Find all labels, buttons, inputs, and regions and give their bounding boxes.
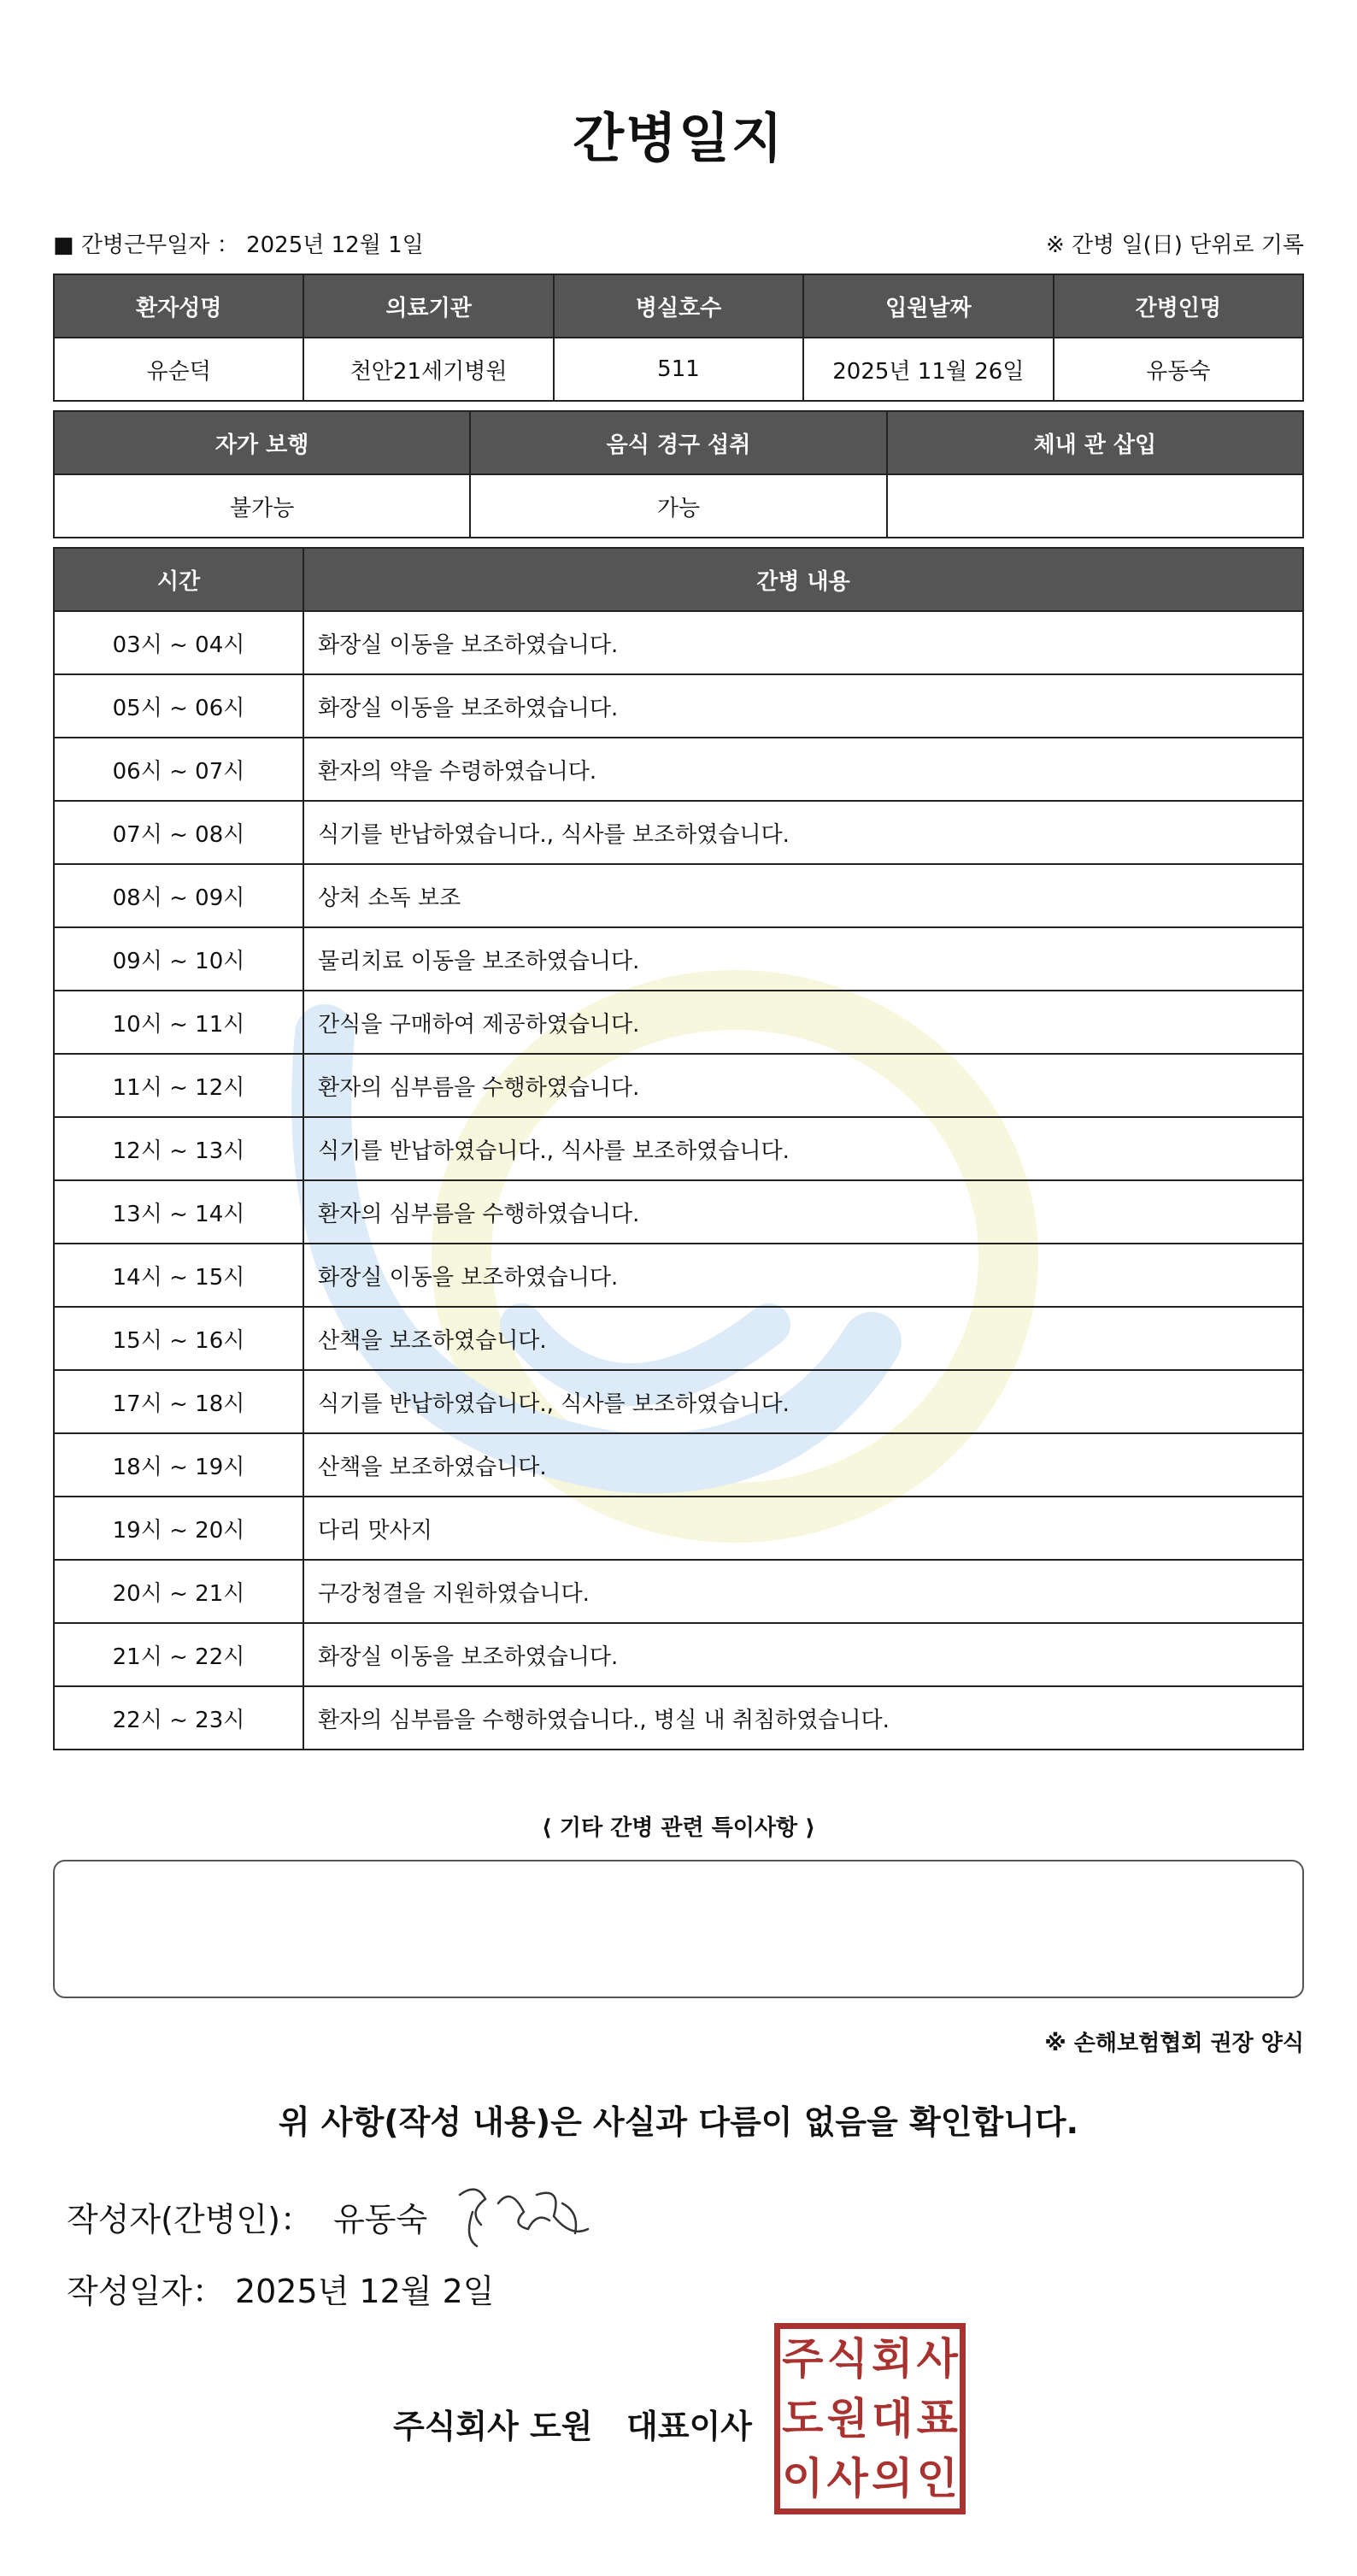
care-log-time: 09시 ~ 10시 — [54, 927, 303, 991]
care-log-time: 22시 ~ 23시 — [54, 1686, 303, 1750]
care-log-time: 11시 ~ 12시 — [54, 1054, 303, 1117]
company-representative: 주식회사 도원 대표이사 — [393, 2408, 752, 2445]
status-value-row — [54, 474, 1303, 538]
care-log-time: 13시 ~ 14시 — [54, 1180, 303, 1244]
admission-date: 2025년 11월 26일 — [803, 338, 1053, 401]
care-log-content: 간식을 구매하여 제공하였습니다. — [303, 991, 1303, 1054]
tube-insertion-status — [887, 474, 1303, 538]
header-time: 시간 — [54, 548, 303, 611]
care-log-time: 12시 ~ 13시 — [54, 1117, 303, 1180]
care-log-content: 환자의 심부름을 수행하였습니다., 병실 내 취침하였습니다. — [303, 1686, 1303, 1750]
header-admission-date: 입원날짜 — [803, 274, 1053, 338]
care-log-rows — [54, 611, 1303, 1750]
care-log-time: 18시 ~ 19시 — [54, 1433, 303, 1497]
care-log-content: 화장실 이동을 보조하였습니다. — [303, 1623, 1303, 1686]
care-log-row — [54, 1623, 1303, 1686]
care-log-content: 환자의 심부름을 수행하였습니다. — [303, 1180, 1303, 1244]
seal-character: 회 — [872, 2334, 913, 2384]
seal-character: 인 — [916, 2454, 958, 2503]
writer-label: 작성자(간병인)： — [67, 2201, 313, 2238]
care-log-row — [54, 1560, 1303, 1623]
header-caregiver: 간병인명 — [1054, 274, 1303, 338]
seal-character: 사 — [916, 2334, 958, 2384]
seal-character: 주 — [782, 2334, 824, 2384]
writer-name: 유동숙 — [333, 2201, 428, 2238]
oral-intake-status: 가능 — [470, 474, 886, 538]
care-log-row — [54, 1686, 1303, 1750]
work-date-line — [53, 227, 424, 259]
care-log-row — [54, 611, 1303, 674]
care-log-header-row — [54, 548, 1303, 611]
care-log-table — [53, 547, 1304, 1750]
care-log-time: 19시 ~ 20시 — [54, 1497, 303, 1560]
care-log-row — [54, 991, 1303, 1054]
care-log-content: 구강청결을 지원하였습니다. — [303, 1560, 1303, 1623]
care-log-row — [54, 1370, 1303, 1433]
care-log-time: 10시 ~ 11시 — [54, 991, 303, 1054]
care-log-time: 06시 ~ 07시 — [54, 738, 303, 801]
seal-character: 사 — [826, 2454, 868, 2503]
care-log-time: 21시 ~ 22시 — [54, 1623, 303, 1686]
care-log-time: 05시 ~ 06시 — [54, 674, 303, 738]
writer-line — [67, 2193, 427, 2240]
care-log-time: 15시 ~ 16시 — [54, 1307, 303, 1370]
care-log-row — [54, 1117, 1303, 1180]
header-hospital: 의료기관 — [303, 274, 553, 338]
write-date-value: 2025년 12월 2일 — [234, 2273, 495, 2310]
care-log-row — [54, 1244, 1303, 1307]
care-log-row — [54, 1497, 1303, 1560]
care-log-content: 화장실 이동을 보조하였습니다. — [303, 611, 1303, 674]
care-log-row — [54, 1307, 1303, 1370]
header-patient-name: 환자성명 — [54, 274, 303, 338]
care-log-content: 식기를 반납하였습니다., 식사를 보조하였습니다. — [303, 1117, 1303, 1180]
care-log-row — [54, 1433, 1303, 1497]
care-log-content: 상처 소독 보조 — [303, 864, 1303, 927]
handwritten-signature — [451, 2178, 596, 2255]
care-log-content: 산책을 보조하였습니다. — [303, 1307, 1303, 1370]
header-tube-insertion: 체내 관 삽입 — [887, 411, 1303, 474]
seal-character: 이 — [782, 2454, 824, 2503]
care-log-time: 14시 ~ 15시 — [54, 1244, 303, 1307]
seal-character: 원 — [826, 2394, 868, 2444]
care-log-content: 식기를 반납하였습니다., 식사를 보조하였습니다. — [303, 1370, 1303, 1433]
care-log-content: 환자의 약을 수령하였습니다. — [303, 738, 1303, 801]
company-seal-stamp — [774, 2323, 966, 2514]
care-log-content: 화장실 이동을 보조하였습니다. — [303, 674, 1303, 738]
care-log-row — [54, 1180, 1303, 1244]
confirmation-statement: 위 사항(작성 내용)은 사실과 다름이 없음을 확인합니다. — [278, 2103, 1079, 2141]
caregiver-name: 유동숙 — [1054, 338, 1303, 401]
care-log-time: 17시 ~ 18시 — [54, 1370, 303, 1433]
care-log-time: 20시 ~ 21시 — [54, 1560, 303, 1623]
header-oral-intake: 음식 경구 섭취 — [470, 411, 886, 474]
care-log-content: 산책을 보조하였습니다. — [303, 1433, 1303, 1497]
patient-info-table — [53, 273, 1304, 402]
work-date-value: 2025년 12월 1일 — [246, 232, 424, 258]
care-log-row — [54, 674, 1303, 738]
patient-name: 유순덕 — [54, 338, 303, 401]
seal-character: 의 — [872, 2454, 913, 2503]
status-header-row — [54, 411, 1303, 474]
write-date-label: 작성일자： — [67, 2273, 225, 2310]
seal-character: 식 — [826, 2334, 868, 2384]
recommendation-note: ※ 손해보험협회 권장 양식 — [1044, 2031, 1304, 2056]
special-notes-title: ⟨ 기타 간병 관련 특이사항 ⟩ — [541, 1815, 816, 1841]
patient-info-header-row — [54, 274, 1303, 338]
header-walking: 자가 보행 — [54, 411, 470, 474]
document-title: 간병일지 — [573, 107, 784, 169]
care-log-row — [54, 738, 1303, 801]
record-unit-note: ※ 간병 일(日) 단위로 기록 — [1045, 232, 1304, 258]
special-notes-box — [53, 1860, 1304, 1998]
seal-character: 도 — [782, 2394, 824, 2444]
care-log-time: 07시 ~ 08시 — [54, 801, 303, 864]
hospital-name: 천안21세기병원 — [303, 338, 553, 401]
care-log-row — [54, 927, 1303, 991]
patient-info-value-row — [54, 338, 1303, 401]
care-log-content: 물리치료 이동을 보조하였습니다. — [303, 927, 1303, 991]
care-log-content: 다리 맛사지 — [303, 1497, 1303, 1560]
care-log-content: 환자의 심부름을 수행하였습니다. — [303, 1054, 1303, 1117]
header-room: 병실호수 — [554, 274, 803, 338]
care-log-row — [54, 1054, 1303, 1117]
patient-status-table — [53, 410, 1304, 538]
care-log-time: 03시 ~ 04시 — [54, 611, 303, 674]
seal-character: 표 — [916, 2394, 958, 2444]
care-log-time: 08시 ~ 09시 — [54, 864, 303, 927]
seal-character: 대 — [872, 2394, 913, 2444]
care-log-content: 화장실 이동을 보조하였습니다. — [303, 1244, 1303, 1307]
walking-status: 불가능 — [54, 474, 470, 538]
room-number: 511 — [554, 338, 803, 401]
care-log-row — [54, 801, 1303, 864]
care-log-content: 식기를 반납하였습니다., 식사를 보조하였습니다. — [303, 801, 1303, 864]
write-date-line — [67, 2265, 494, 2312]
header-care-content: 간병 내용 — [303, 548, 1303, 611]
care-log-row — [54, 864, 1303, 927]
work-date-label: ■ 간병근무일자 ： — [53, 232, 239, 258]
